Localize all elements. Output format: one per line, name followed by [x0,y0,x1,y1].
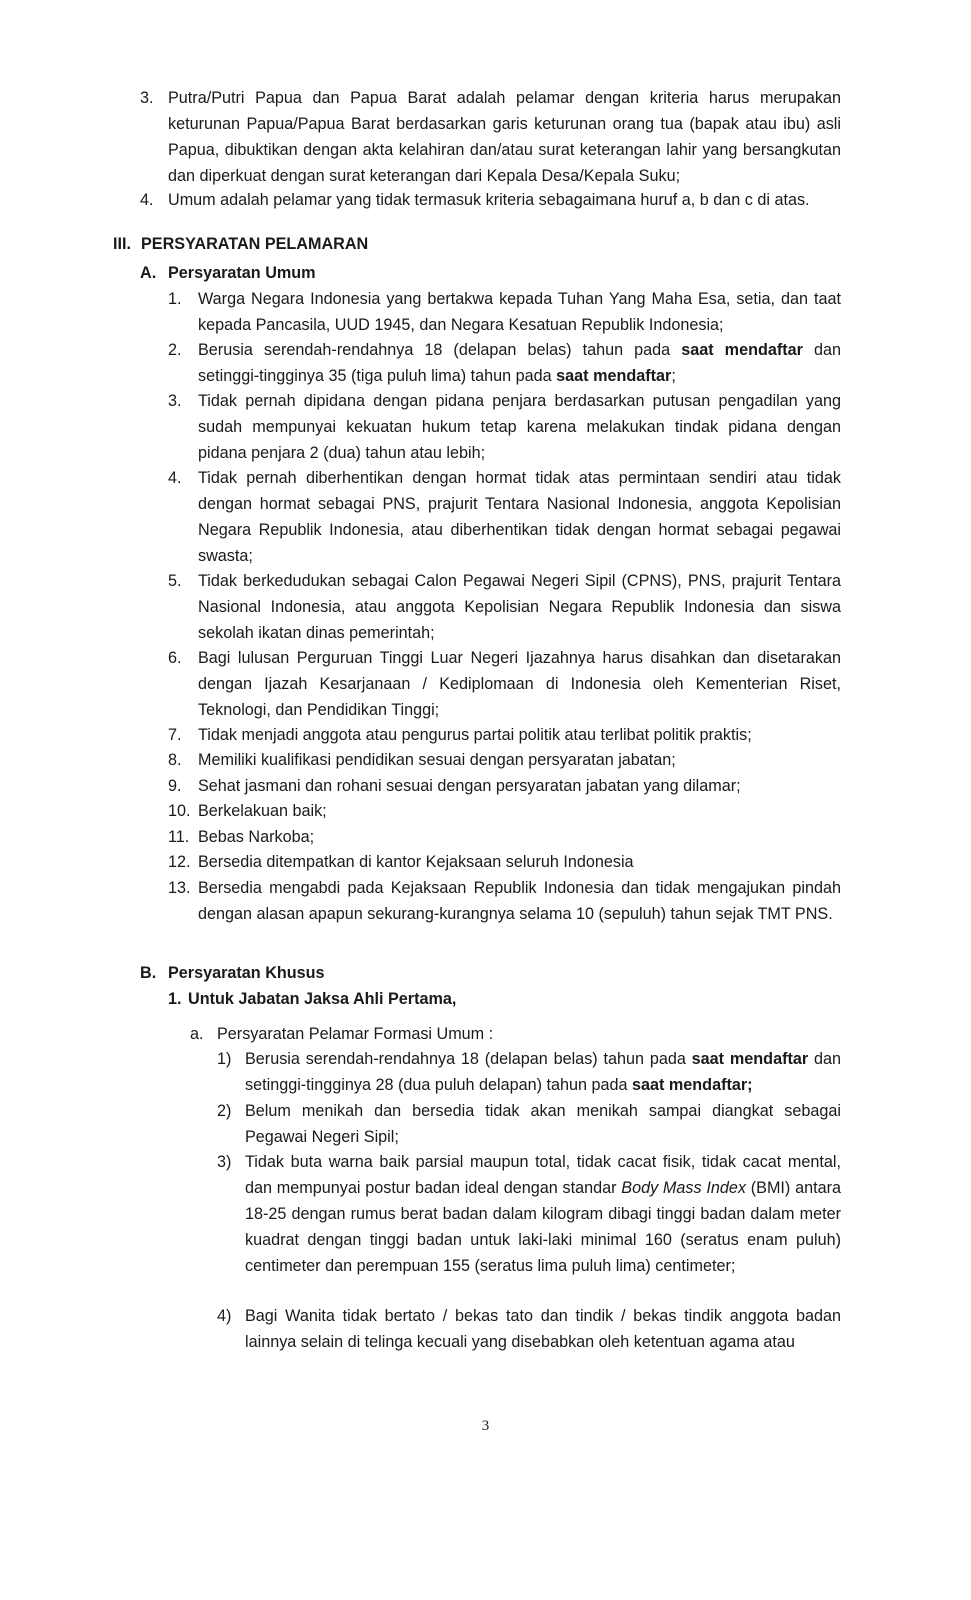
list-item: 4. Umum adalah pelamar yang tidak termasuk kriteria sebagaimana huruf a, b dan c di atas. [140,191,810,209]
list-item: 8. Memiliki kualifikasi pendidikan sesuai dengan persyaratan jabatan; [168,751,676,769]
list-item: 10. Berkelakuan baik; [168,802,327,820]
subsection-heading: B. Persyaratan Khusus [140,964,325,982]
list-item: 6. Bagi lulusan Perguruan Tinggi Luar Negeri Ijazahnya harus disahkan dan disetarakan dengan Ijazah Kesarjanaan / Kediplomaan di Indonesia oleh Kementerian Riset, Teknologi, dan Pendidikan Tinggi; [168,649,841,719]
page-number: 3 [481,1418,490,1434]
list-item: 3) Tidak buta warna baik parsial maupun total, tidak cacat fisik, tidak cacat mental, dan mempunyai postur badan ideal dengan standar Body Mass Index (BMI) antara 18-25 dengan rumus berat badan dalam kilogram dibagi tinggi badan dalam meter kuadrat dengan tinggi badan untuk laki-laki minimal 160 (seratus enam puluh) centimeter dan perempuan 155 (seratus lima puluh lima) centimeter; [217,1153,841,1275]
sub-heading: 1. Untuk Jabatan Jaksa Ahli Pertama, [168,990,457,1008]
sub-item: a. Persyaratan Pelamar Formasi Umum : [190,1025,494,1043]
list-item: 1) Berusia serendah-rendahnya 18 (delapan belas) tahun pada saat mendaftar dan setinggi-tingginya 28 (dua puluh delapan) tahun pada saat mendaftar; [217,1050,841,1094]
list-item: 5. Tidak berkedudukan sebagai Calon Pegawai Negeri Sipil (CPNS), PNS, prajurit Tentara Nasional Indonesia, atau anggota Kepolisian Negara Republik Indonesia dan siswa sekolah ikatan dinas pemerintah; [168,572,841,642]
list-item: 9. Sehat jasmani dan rohani sesuai dengan persyaratan jabatan yang dilamar; [168,777,741,795]
list-item: 7. Tidak menjadi anggota atau pengurus partai politik atau terlibat politik praktis; [168,726,752,744]
list-item: 12. Bersedia ditempatkan di kantor Kejaksaan seluruh Indonesia [168,853,634,871]
list-item: 11. Bebas Narkoba; [168,828,315,846]
list-item: 13. Bersedia mengabdi pada Kejaksaan Republik Indonesia dan tidak mengajukan pindah dengan alasan apapun sekurang-kurangnya selama 10 (sepuluh) tahun sejak TMT PNS. [168,879,841,923]
list-item: 1. Warga Negara Indonesia yang bertakwa kepada Tuhan Yang Maha Esa, setia, dan taat kepada Pancasila, UUD 1945, dan Negara Kesatuan Republik Indonesia; [168,290,841,334]
list-item: 2. Berusia serendah-rendahnya 18 (delapan belas) tahun pada saat mendaftar dan setinggi-tingginya 35 (tiga puluh lima) tahun pada saat mendaftar; [168,341,841,385]
subsection-heading: A. Persyaratan Umum [140,264,316,282]
list-item: 4) Bagi Wanita tidak bertato / bekas tato dan tindik / bekas tindik anggota badan lainnya selain di telinga kecuali yang disebabkan oleh ketentuan agama atau [217,1307,841,1351]
list-item: 4. Tidak pernah diberhentikan dengan hormat tidak atas permintaan sendiri atau tidak dengan hormat sebagai PNS, prajurit Tentara Nasional Indonesia, anggota Kepolisian Negara Republik Indonesia, atau diberhentikan tidak dengan hormat sebagai pegawai swasta; [168,469,841,565]
list-item: 2) Belum menikah dan bersedia tidak akan menikah sampai diangkat sebagai Pegawai Negeri Sipil; [217,1102,841,1146]
list-item: 3. Putra/Putri Papua dan Papua Barat adalah pelamar dengan kriteria harus merupakan keturunan Papua/Papua Barat berdasarkan garis keturunan orang tua (bapak atau ibu) asli Papua, dibuktikan dengan akta kelahiran dan/atau surat keterangan lahir yang bersangkutan dan diperkuat dengan surat keterangan dari Kepala Desa/Kepala Suku; [140,89,841,185]
section-heading: III. PERSYARATAN PELAMARAN [113,235,369,253]
list-item: 3. Tidak pernah dipidana dengan pidana penjara berdasarkan putusan pengadilan yang sudah mempunyai kekuatan hukum tetap karena melakukan tindak pidana dengan pidana penjara 2 (dua) tahun atau lebih; [168,392,841,462]
